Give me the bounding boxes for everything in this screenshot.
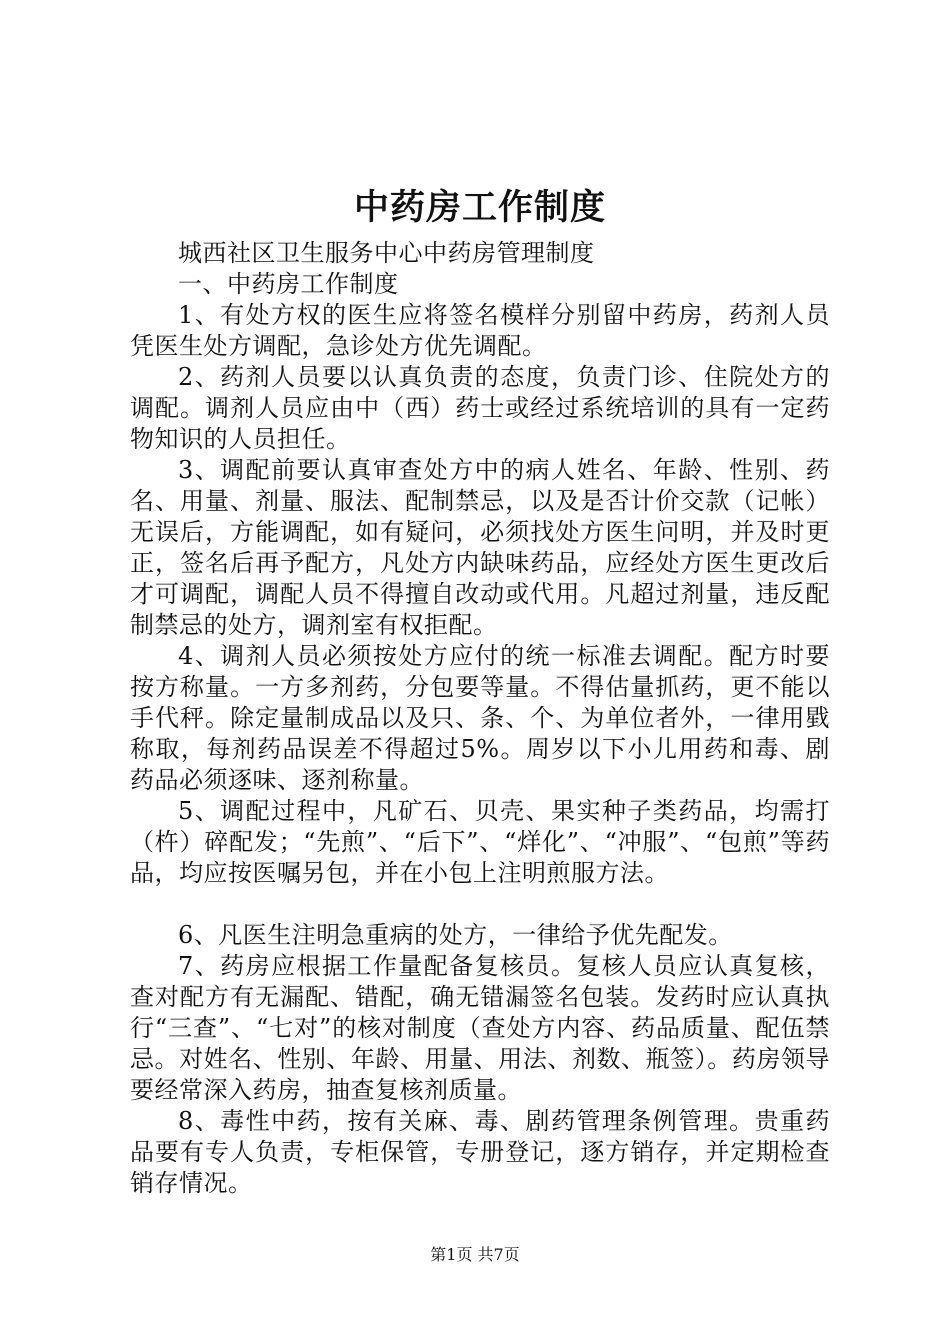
page-number-footer: 第1页 共7页 xyxy=(430,1245,520,1264)
paragraph-org-heading: 城西社区卫生服务中心中药房管理制度 xyxy=(178,239,595,267)
paragraph-section-heading: 一、中药房工作制度 xyxy=(178,270,399,298)
paragraph-item-7: 7、药房应根据工作量配备复核员。复核人员应认真复核，查对配方有无漏配、错配，确无错漏签名包装。发药时应认真执行“三查”、“七对”的核对制度（查处方内容、药品质量、配伍禁忌。对姓名、性别、年龄、用量、用法、剂数、瓶签）。药房领导要经常深入药房，抽查复核剂质量。 xyxy=(130,952,830,1104)
document-title: 中药房工作制度 xyxy=(353,187,606,228)
paragraph-item-3: 3、调配前要认真审查处方中的病人姓名、年龄、性别、药名、用量、剂量、服法、配制禁忌，以及是否计价交款（记帐）无误后，方能调配，如有疑问，必须找处方医生问明，并及时更正，签名后再予配方，凡处方内缺味药品，应经处方医生更改后才可调配，调配人员不得擅自改动或代用。凡超过剂量，违反配制禁忌的处方，调剂室有权拒配。 xyxy=(130,456,830,639)
document-body xyxy=(130,238,830,1199)
paragraph-item-5: 5、调配过程中，凡矿石、贝壳、果实种子类药品，均需打（杵）碎配发；“先煎”、“后下”、“烊化”、“冲服”、“包煎”等药品，均应按医嘱另包，并在小包上注明煎服方法。 xyxy=(130,797,830,887)
paragraph-item-2: 2、药剂人员要以认真负责的态度，负责门诊、住院处方的调配。调剂人员应由中（西）药士或经过系统培训的具有一定药物知识的人员担任。 xyxy=(130,363,830,453)
paragraph-item-8: 8、毒性中药，按有关麻、毒、剧药管理条例管理。贵重药品要有专人负责，专柜保管，专册登记，逐方销存，并定期检查销存情况。 xyxy=(130,1107,830,1197)
document-page xyxy=(130,178,830,1199)
paragraph-item-6: 6、凡医生注明急重病的处方，一律给予优先配发。 xyxy=(178,921,733,949)
paragraph-item-1: 1、有处方权的医生应将签名模样分别留中药房，药剂人员凭医生处方调配，急诊处方优先调配。 xyxy=(130,301,830,360)
paragraph-item-4: 4、调剂人员必须按处方应付的统一标准去调配。配方时要按方称量。一方多剂药，分包要等量。不得估量抓药，更不能以手代秤。除定量制成品以及只、条、个、为单位者外，一律用戥称取，每剂药品误差不得超过5%。周岁以下小儿用药和毒、剧药品必须逐味、逐剂称量。 xyxy=(130,642,830,794)
